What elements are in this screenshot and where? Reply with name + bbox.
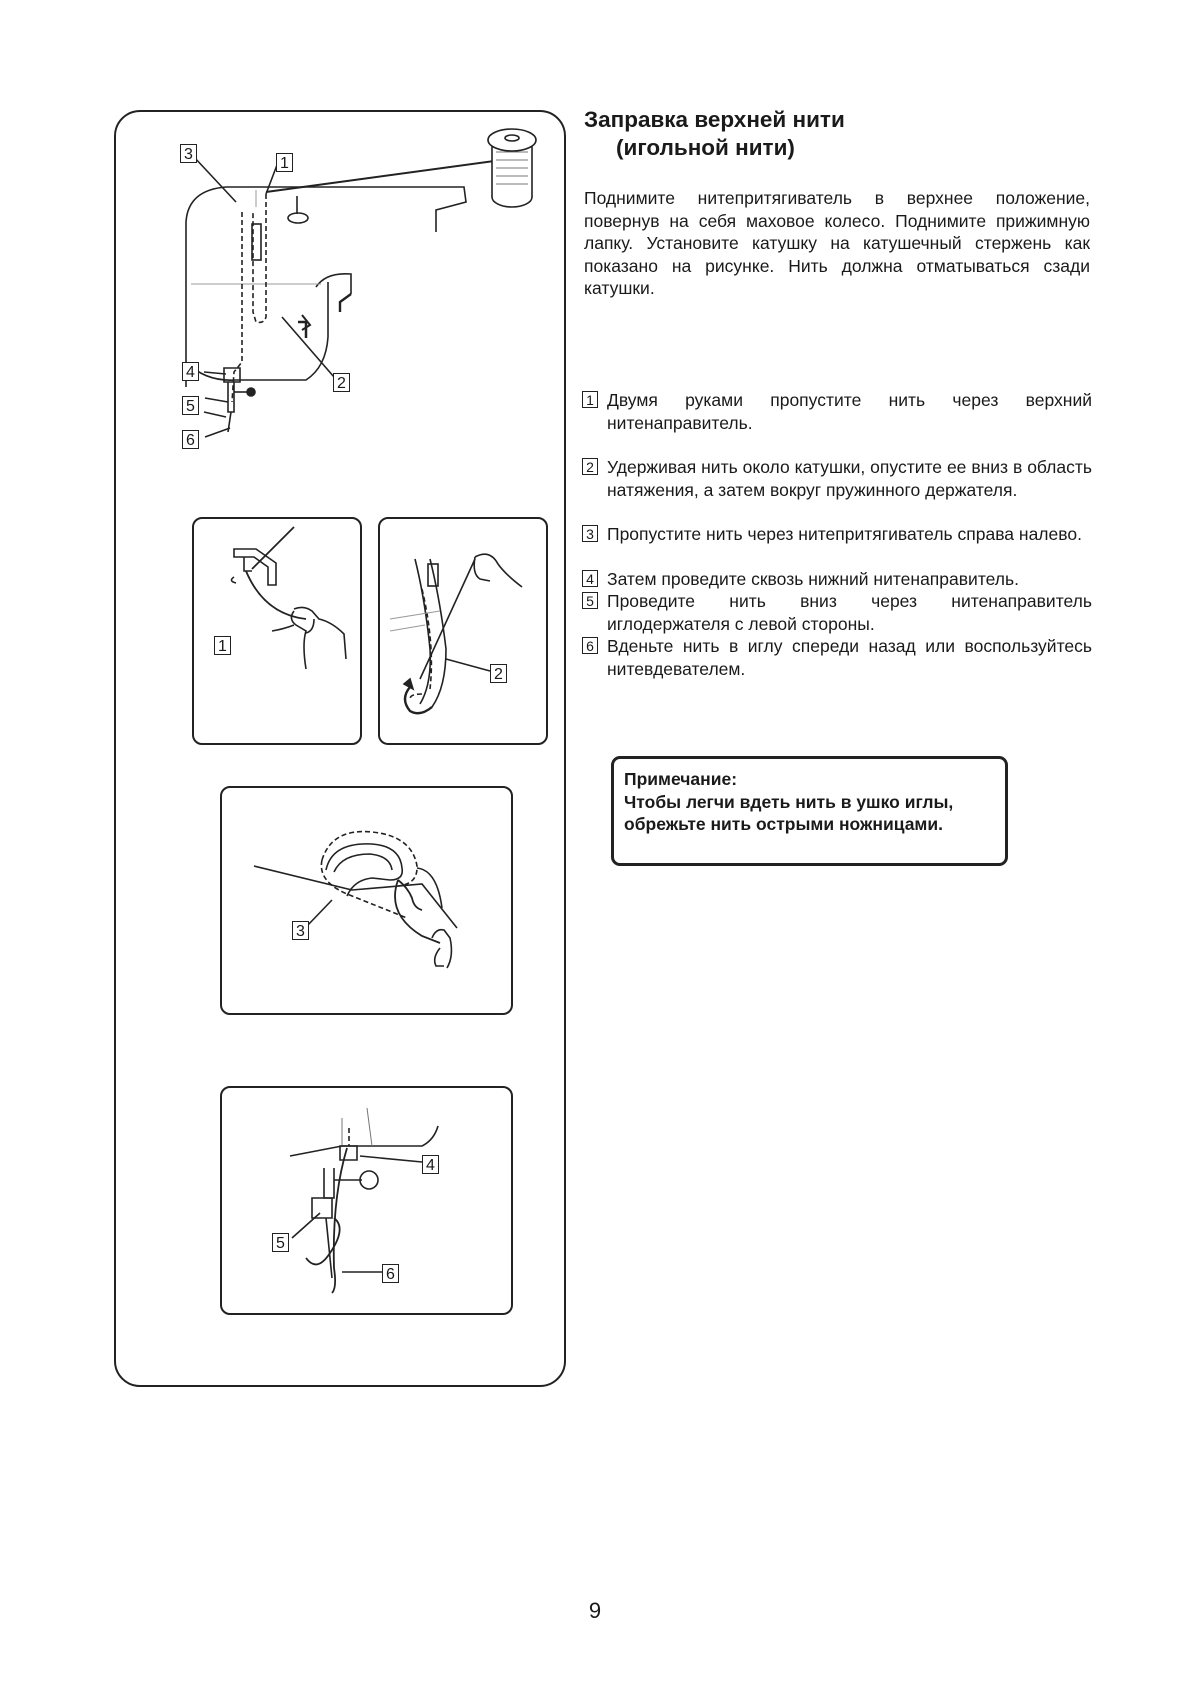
step-4 (582, 568, 1092, 591)
fig4-callout-5: 5 (272, 1233, 289, 1252)
step-number: 4 (582, 570, 598, 587)
fig2-callout-2: 2 (490, 664, 507, 683)
page-number: 9 (588, 1598, 602, 1623)
step-text: Удерживая нить около катушки, опустите ее вниз в область натяжения, а затем вокруг пружинного держателя. (607, 457, 1092, 500)
step-number: 1 (582, 391, 598, 408)
figure-take-up-lever (220, 786, 513, 1015)
spool-icon (488, 129, 536, 207)
step-2 (582, 456, 1092, 501)
fig4-callout-6: 6 (382, 1264, 399, 1283)
step-text: Вденьте нить в иглу спереди назад или воспользуйтесь нитевдевателем. (607, 636, 1092, 679)
callout-3: 3 (180, 144, 197, 163)
steps-list-a (582, 389, 1092, 680)
step-3 (582, 523, 1092, 546)
callout-5: 5 (182, 396, 199, 415)
needle-threading-illustration (222, 1088, 511, 1313)
title-line-2: (игольной нити) (616, 135, 795, 160)
callout-6: 6 (182, 430, 199, 449)
fig3-callout-3: 3 (292, 921, 309, 940)
hand-thread-guide-illustration (194, 519, 360, 743)
step-text: Затем проведите сквозь нижний нитенаправитель. (607, 568, 1019, 589)
note-box (611, 756, 1008, 866)
note-text: Чтобы легчи вдеть нить в ушко иглы, обрежьте нить острыми ножницами. (624, 791, 954, 834)
figure-needle-threading (220, 1086, 513, 1315)
figure-thread-guide (192, 517, 362, 745)
step-5 (582, 590, 1092, 635)
fig1-callout-1: 1 (214, 636, 231, 655)
illustration-panel (114, 110, 566, 1387)
step-number: 6 (582, 637, 598, 654)
section-title (584, 106, 845, 162)
figure-tension-area (378, 517, 548, 745)
intro-paragraph: Поднимите нитепритягиватель в верхнее положение, повернув на себя маховое колесо. Поднимите прижимную лапку. Установите катушку на катушечный стержень как показано на рисунке. Нить должна отматываться сзади катушки. (584, 188, 1090, 298)
step-number: 3 (582, 525, 598, 542)
step-text: Пропустите нить через нитепритягиватель справа налево. (607, 524, 1082, 544)
step-1 (582, 389, 1092, 434)
title-line-1: Заправка верхней нити (584, 107, 845, 132)
step-number: 2 (582, 458, 598, 475)
note-title: Примечание: (624, 769, 738, 789)
step-6 (582, 635, 1092, 680)
callout-2: 2 (333, 373, 350, 392)
callout-1: 1 (276, 153, 293, 172)
fig4-callout-4: 4 (422, 1155, 439, 1174)
step-text: Двумя руками пропустите нить через верхний нитенаправитель. (607, 390, 1092, 433)
step-text: Проведите нить вниз через нитенаправитель иглодержателя с левой стороны. (607, 591, 1092, 634)
step-number: 5 (582, 592, 598, 609)
take-up-lever-illustration (222, 788, 511, 1013)
tension-spring-illustration (380, 519, 546, 743)
callout-4: 4 (182, 362, 199, 381)
